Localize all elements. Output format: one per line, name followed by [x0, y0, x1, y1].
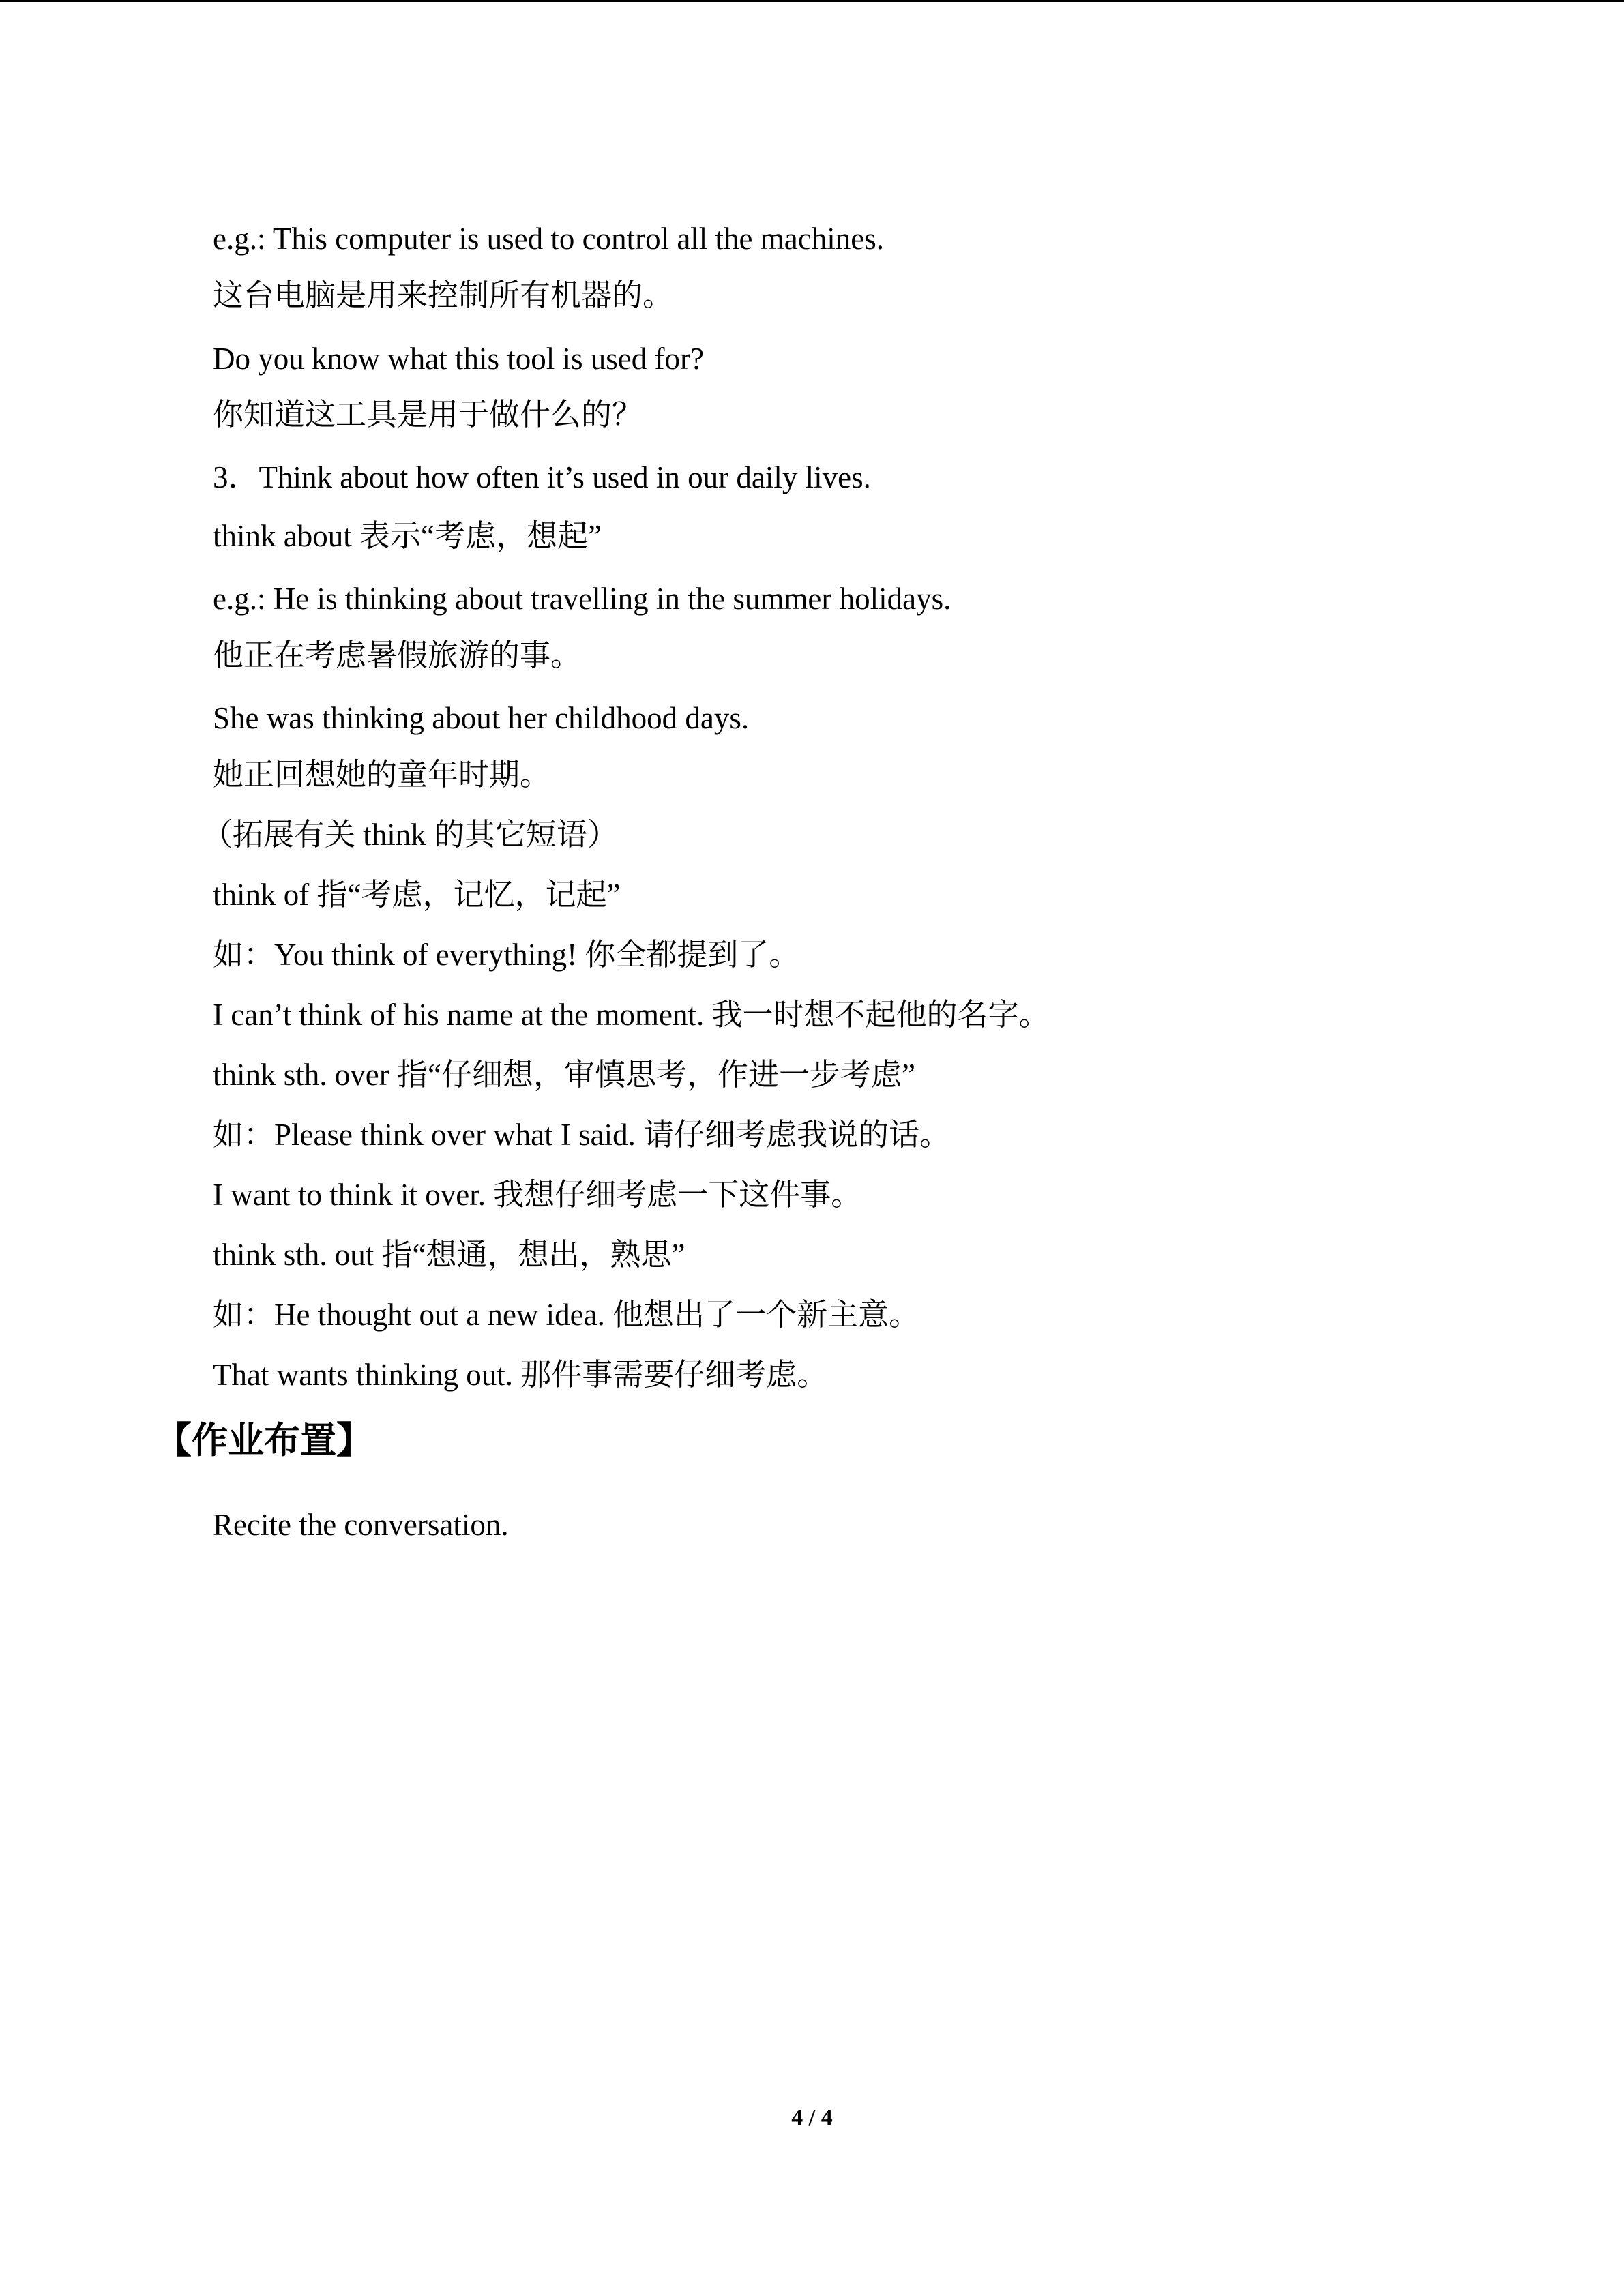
homework-text: Recite the conversation. — [213, 1508, 509, 1542]
page-top-border — [0, 0, 1624, 2]
phrase-definition: think sth. out 指“想通，想出，熟思” — [213, 1238, 685, 1272]
example-sentence: 如：Please think over what I said. 请仔细考虑我说的话。 — [213, 1118, 951, 1152]
example-sentence-zh: 她正回想她的童年时期。 — [213, 758, 551, 792]
example-sentence-en: She was thinking about her childhood days. — [213, 701, 750, 735]
example-sentence-zh: 他正在考虑暑假旅游的事。 — [213, 638, 582, 672]
phrase-definition: think about 表示“考虑，想起” — [213, 519, 602, 553]
example-sentence: That wants thinking out. 那件事需要仔细考虑。 — [213, 1358, 828, 1392]
example-sentence-en: e.g.: He is thinking about travelling in the summer holidays. — [213, 582, 951, 616]
phrase-definition: think sth. over 指“仔细想，审慎思考，作进一步考虑” — [213, 1058, 915, 1092]
example-sentence: I want to think it over. 我想仔细考虑一下这件事。 — [213, 1178, 862, 1212]
example-sentence: I can’t think of his name at the moment. 我一时想不起他的名字。 — [213, 998, 1050, 1032]
page-number: 4 / 4 — [791, 2105, 833, 2130]
example-sentence: 如：He thought out a new idea. 他想出了一个新主意。 — [213, 1298, 920, 1332]
phrase-definition: think of 指“考虑，记忆，记起” — [213, 878, 621, 912]
homework-heading: 【作业布置】 — [156, 1421, 372, 1461]
example-sentence-zh: 你知道这工具是用于做什么的？ — [213, 398, 643, 432]
example-sentence: 如：You think of everything! 你全都提到了。 — [213, 938, 800, 972]
example-sentence-en: Do you know what this tool is used for? — [213, 342, 704, 376]
example-sentence-zh: 这台电脑是用来控制所有机器的。 — [213, 278, 674, 312]
extension-note: （拓展有关 think 的其它短语） — [202, 818, 619, 852]
point-heading-3: 3．Think about how often it’s used in our daily lives. — [213, 460, 871, 494]
example-sentence-en: e.g.: This computer is used to control all the machines. — [213, 222, 884, 256]
